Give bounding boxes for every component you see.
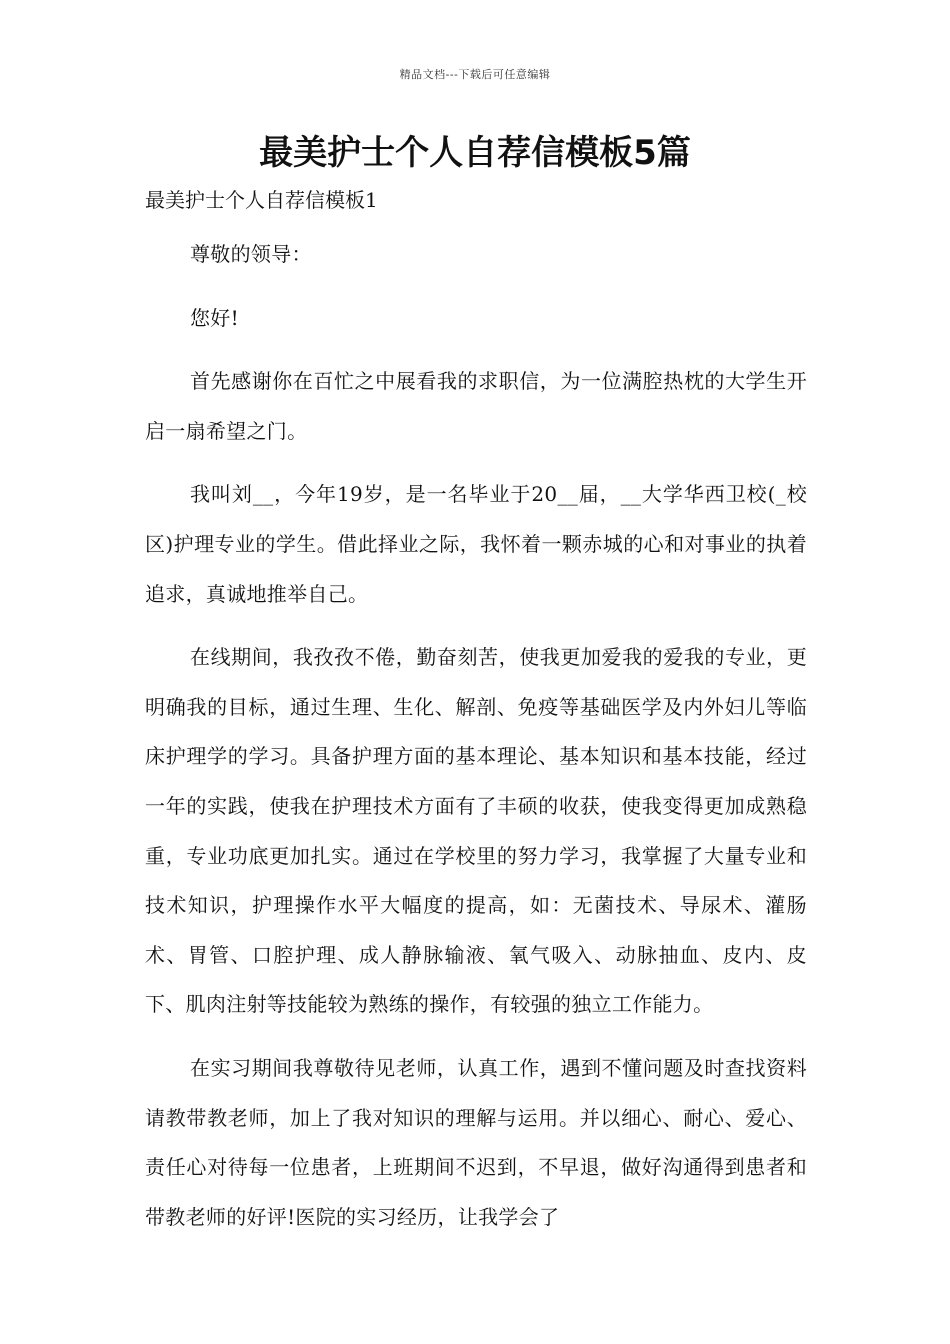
paragraph-salutation: 尊敬的领导： [190, 242, 312, 266]
document-body [145, 230, 807, 1256]
paragraph-self-intro: 我叫刘__，今年19岁，是一名毕业于20__届，__大学华西卫校(_校区)护理专业的学生。借此择业之际，我怀着一颗赤城的心和对事业的执着追求，真诚地推举自己。 [145, 482, 807, 606]
document-title: 最美护士个人自荐信模板5篇 [259, 133, 691, 173]
header-note: 精品文档---下载后可任意编辑 [399, 68, 551, 81]
paragraph-intro: 首先感谢你在百忙之中展看我的求职信，为一位满腔热枕的大学生开启一扇希望之门。 [145, 369, 807, 443]
paragraph-internship: 在实习期间我尊敬待见老师，认真工作，遇到不懂问题及时查找资料请教带教老师，加上了我对知识的理解与运用。并以细心、耐心、爱心、责任心对待每一位患者，上班期间不迟到，不早退，做好沟通得到患者和带教老师的好评!医院的实习经历，让我学会了 [145, 1055, 807, 1229]
paragraph-greeting: 您好! [190, 305, 239, 330]
document-subtitle: 最美护士个人自荐信模板1 [145, 188, 378, 212]
paragraph-study: 在线期间，我孜孜不倦，勤奋刻苦，使我更加爱我的爱我的专业，更明确我的目标，通过生理、生化、解剖、免疫等基础医学及内外妇儿等临床护理学的学习。具备护理方面的基本理论、基本知识和基本技能，经过一年的实践，使我在护理技术方面有了丰硕的收获，使我变得更加成熟稳重，专业功底更加扎实。通过在学校里的努力学习，我掌握了大量专业和技术知识，护理操作水平大幅度的提高，如：无菌技术、导尿术、灌肠术、胃管、口腔护理、成人静脉输液、氧气吸入、动脉抽血、皮内、皮下、肌肉注射等技能较为熟练的操作，有较强的独立工作能力。 [145, 645, 807, 1017]
